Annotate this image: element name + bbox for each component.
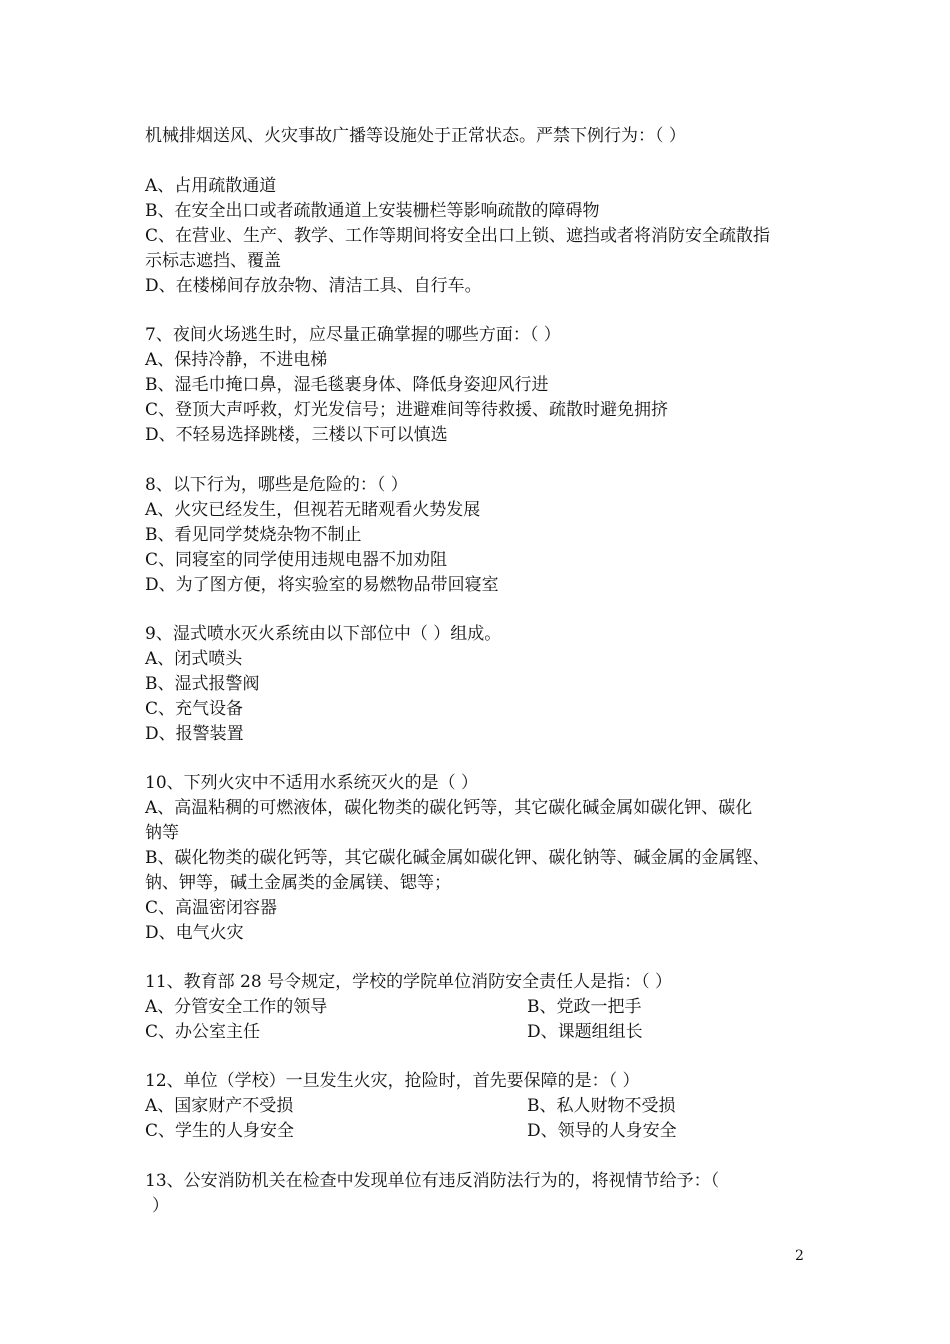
q11-option-d: D、课题组组长 <box>527 1022 643 1042</box>
q11-question: 11、教育部 28 号令规定，学校的学院单位消防安全责任人是指：（ ） <box>145 972 672 992</box>
q7-option-d: D、不轻易选择跳楼，三楼以下可以慎选 <box>145 425 448 445</box>
q8-option-d: D、为了图方便，将实验室的易燃物品带回寝室 <box>145 575 499 595</box>
q13-question: 13、公安消防机关在检查中发现单位有违反消防法行为的，将视情节给予：（ <box>145 1171 720 1191</box>
q12-question: 12、单位（学校）一旦发生火灾，抢险时，首先要保障的是：（ ） <box>145 1071 640 1091</box>
intro-text: 机械排烟送风、火灾事故广播等设施处于正常状态。严禁下例行为：（ ） <box>145 126 686 146</box>
q9-question: 9、湿式喷水灭火系统由以下部位中（ ）组成。 <box>145 624 502 644</box>
q10-option-c: C、高温密闭容器 <box>145 898 278 918</box>
q10-question: 10、下列火灾中不适用水系统灭火的是（ ） <box>145 773 479 793</box>
page-number: 2 <box>795 1248 804 1264</box>
intro-option-d: D、在楼梯间存放杂物、清洁工具、自行车。 <box>145 276 482 296</box>
q10-option-a: A、高温粘稠的可燃液体，碳化物类的碳化钙等，其它碳化碱金属如碳化钾、碳化 <box>145 798 753 818</box>
q9-option-b: B、湿式报警阀 <box>145 674 260 694</box>
q13-question-cont: ） <box>152 1196 169 1216</box>
intro-option-b: B、在安全出口或者疏散通道上安装栅栏等影响疏散的障碍物 <box>145 201 600 221</box>
q8-option-a: A、火灾已经发生，但视若无睹观看火势发展 <box>145 500 481 520</box>
q12-option-b: B、私人财物不受损 <box>527 1096 676 1116</box>
q7-option-c: C、登顶大声呼救，灯光发信号；进避难间等待救援、疏散时避免拥挤 <box>145 400 669 420</box>
q11-option-c: C、办公室主任 <box>145 1022 261 1042</box>
q9-option-a: A、闭式喷头 <box>145 649 243 669</box>
q9-option-c: C、充气设备 <box>145 699 244 719</box>
q8-option-b: B、看见同学焚烧杂物不制止 <box>145 525 362 545</box>
q12-option-a: A、国家财产不受损 <box>145 1096 294 1116</box>
q8-question: 8、以下行为，哪些是危险的：（ ） <box>145 475 408 495</box>
q11-option-a: A、分管安全工作的领导 <box>145 997 328 1017</box>
q12-option-d: D、领导的人身安全 <box>527 1121 677 1141</box>
q10-option-d: D、电气火灾 <box>145 923 244 943</box>
q12-option-c: C、学生的人身安全 <box>145 1121 295 1141</box>
intro-option-a: A、占用疏散通道 <box>145 176 277 196</box>
q10-option-b: B、碳化物类的碳化钙等，其它碳化碱金属如碳化钾、碳化钠等、碱金属的金属铿、 <box>145 848 770 868</box>
q10-option-a-cont: 钠等 <box>145 823 179 843</box>
intro-option-c-cont: 示标志遮挡、覆盖 <box>145 251 281 271</box>
q7-option-b: B、湿毛巾掩口鼻，湿毛毯裹身体、降低身姿迎风行进 <box>145 375 549 395</box>
q8-option-c: C、同寝室的同学使用违规电器不加劝阻 <box>145 550 448 570</box>
intro-option-c: C、在营业、生产、教学、工作等期间将安全出口上锁、遮挡或者将消防安全疏散指 <box>145 226 771 246</box>
q10-option-b-cont: 钠、钾等，碱土金属类的金属镁、锶等； <box>145 873 451 893</box>
q11-option-b: B、党政一把手 <box>527 997 642 1017</box>
q7-question: 7、夜间火场逃生时，应尽量正确掌握的哪些方面：（ ） <box>145 325 561 345</box>
q9-option-d: D、报警装置 <box>145 724 244 744</box>
q7-option-a: A、保持冷静，不进电梯 <box>145 350 328 370</box>
